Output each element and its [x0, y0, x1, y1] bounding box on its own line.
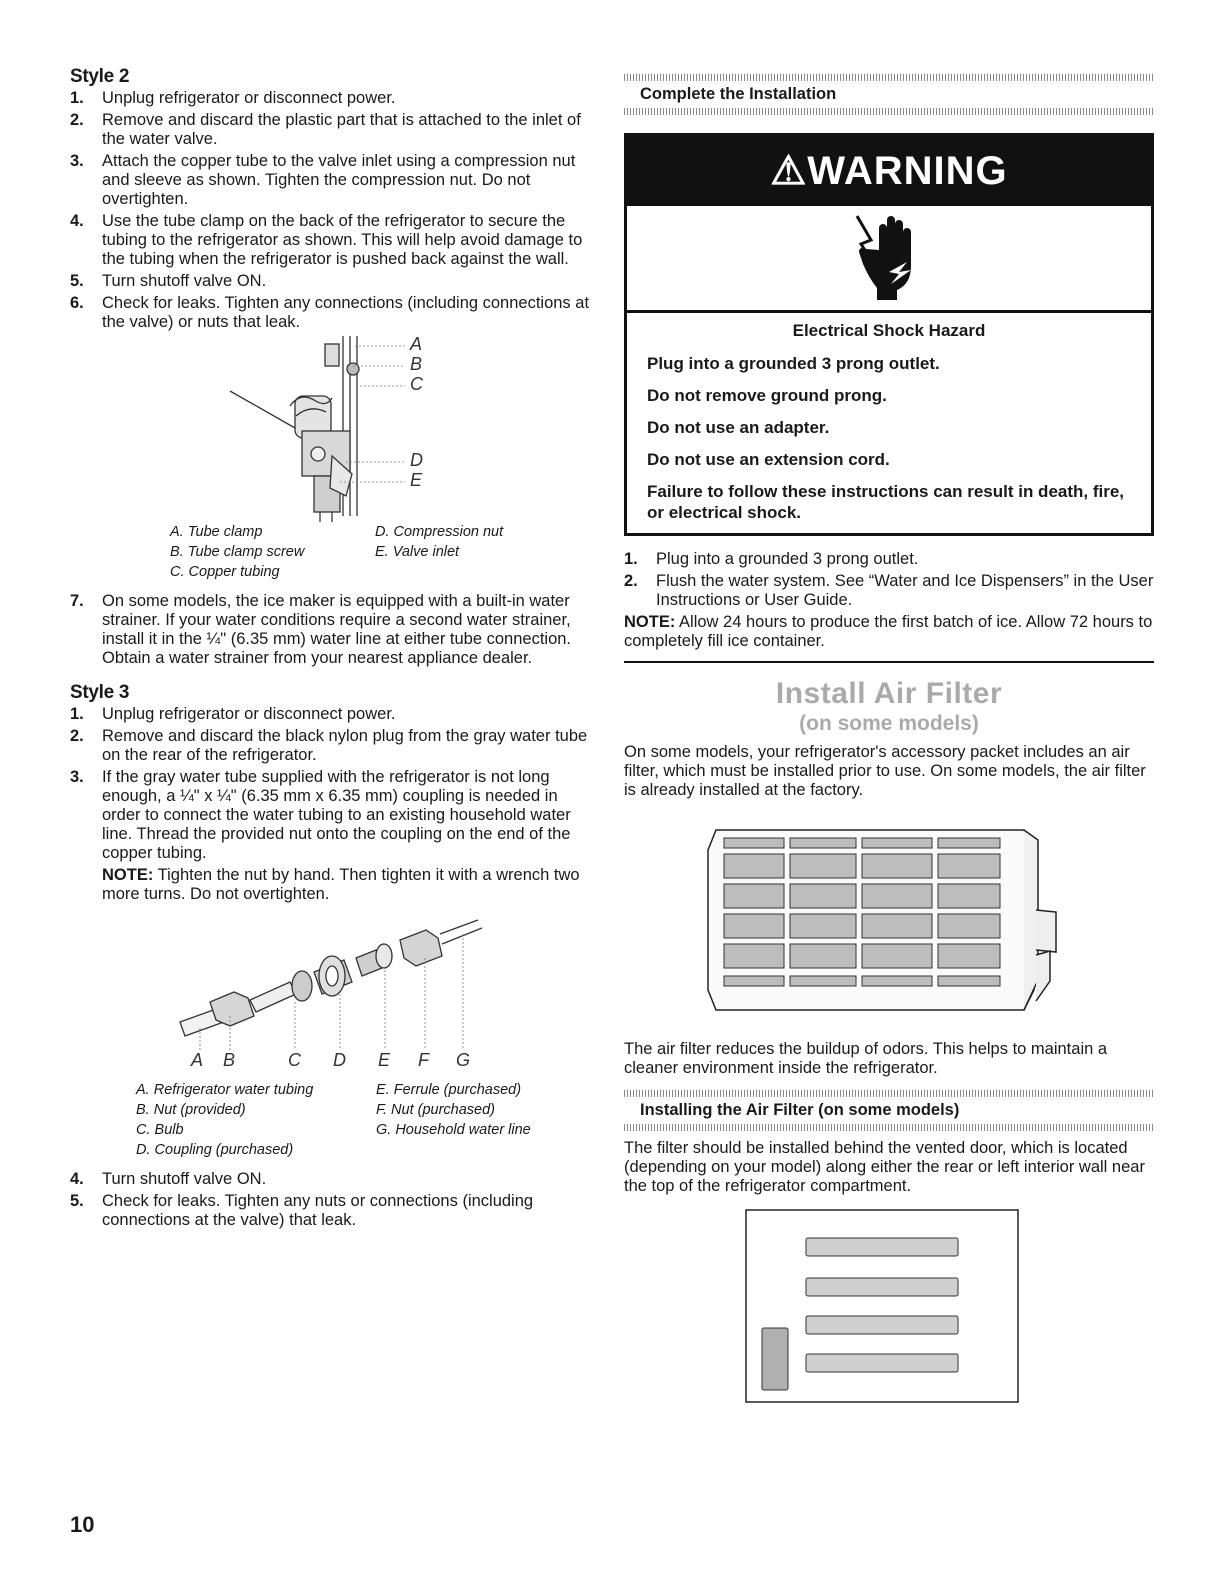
list-item: 6. Check for leaks. Tighten any connections (including connections at the valve) or nuts that leak.: [70, 294, 590, 331]
complete-note: NOTE: Allow 24 hours to produce the first batch of ice. Allow 72 hours to completely fill ice container.: [624, 613, 1153, 650]
style3-steps-after: [70, 1170, 590, 1230]
list-item: 1. Plug into a grounded 3 prong outlet.: [624, 550, 919, 568]
list-item: 3. Attach the copper tube to the valve inlet using a compression nut and sleeve as shown. Tighten the compression nut. Do not overtighten.: [70, 152, 576, 208]
complete-steps: [624, 550, 1154, 610]
shock-hand-icon: [849, 210, 929, 306]
callout-b: B: [223, 1050, 236, 1070]
style3-steps: [70, 705, 590, 863]
warning-banner: ⚠WARNING: [627, 136, 1151, 206]
style3-note: NOTE: Tighten the nut by hand. Then tighten it with a wrench two more turns. Do not overtighten.: [102, 866, 580, 903]
section-divider: [624, 661, 1154, 663]
left-column: [70, 66, 590, 1233]
list-item: 5. Turn shutoff valve ON.: [70, 272, 267, 290]
page-number: 10: [70, 1512, 95, 1537]
style3-legend: A. Refrigerator water tubing E. Ferrule (purchased) B. Nut (provided) F. Nut (purchased) C. Bulb G. Household water line D. Coupling (purchased): [136, 1082, 531, 1158]
callout-e: E: [410, 470, 423, 490]
divider-hatch: [624, 108, 1154, 115]
hazard-line: Do not use an adapter.: [647, 418, 830, 437]
callout-d: D: [410, 450, 423, 470]
hazard-line: Do not use an extension cord.: [647, 450, 890, 469]
list-item: 2. Remove and discard the plastic part that is attached to the inlet of the water valve.: [70, 111, 581, 148]
style2-step7: [70, 592, 590, 668]
list-item: 4. Turn shutoff valve ON.: [70, 1170, 267, 1188]
list-item: 2. Flush the water system. See “Water and Ice Dispensers” in the User Instructions or User Guide.: [624, 572, 1154, 609]
air-filter-intro: On some models, your refrigerator's accessory packet includes an air filter, which must be installed prior to use. On some models, the air filter is already installed at the factory.: [624, 743, 1146, 799]
warning-text: [627, 313, 1151, 533]
air-filter-description: The air filter reduces the buildup of odors. This helps to maintain a cleaner environment inside the refrigerator.: [624, 1040, 1108, 1077]
air-filter-title: Install Air Filter: [775, 677, 1003, 710]
air-filter-subtitle: (on some models): [799, 712, 979, 735]
style2-heading: Style 2: [70, 66, 130, 87]
callout-d: D: [333, 1050, 346, 1070]
style3-heading: Style 3: [70, 682, 130, 703]
shock-hazard-icon-area: [627, 206, 1151, 313]
list-item: 5. Check for leaks. Tighten any nuts or connections (including connections at the valve) that leak.: [70, 1192, 534, 1229]
callout-f: F: [418, 1050, 429, 1070]
callout-c: C: [410, 374, 423, 394]
coupling-illustration: [70, 910, 590, 1050]
list-item: 2. Remove and discard the black nylon plug from the gray water tube on the rear of the refrigerator.: [70, 727, 588, 764]
divider-hatch: [624, 74, 1154, 81]
callout-c: C: [288, 1050, 301, 1070]
right-column: [624, 74, 1154, 1408]
callout-g: G: [456, 1050, 471, 1070]
style2-legend: A. Tube clamp D. Compression nut B. Tube clamp screw E. Valve inlet C. Copper tubing: [170, 524, 504, 580]
callout-b: B: [410, 354, 423, 374]
air-filter-illustration: [624, 810, 1154, 1030]
vented-door-illustration: [624, 1208, 1154, 1408]
divider-hatch: [624, 1090, 1154, 1097]
warning-triangle-icon: ⚠: [770, 149, 808, 193]
install-instructions: The filter should be installed behind the vented door, which is located (depending on your model) along either the rear or left interior wall near the top of the refrigerator compartment.: [624, 1139, 1145, 1195]
callout-a: A: [410, 334, 423, 354]
warning-box: [624, 133, 1154, 536]
hazard-line: Plug into a grounded 3 prong outlet.: [647, 354, 940, 373]
style2-steps: [70, 89, 590, 332]
callout-a: A: [191, 1050, 204, 1070]
list-item: 4. Use the tube clamp on the back of the refrigerator to secure the tubing to the refrigerator as shown. This will help avoid damage to the tubing when the refrigerator is pushed back against the wall.: [70, 212, 583, 268]
callout-e: E: [378, 1050, 391, 1070]
complete-installation-heading: Complete the Installation: [640, 85, 837, 103]
hazard-line: Failure to follow these instructions can result in death, fire, or electrical shock.: [647, 482, 1125, 522]
valve-figure: [70, 336, 590, 522]
list-item: 7. On some models, the ice maker is equipped with a built-in water strainer. If your water conditions require a second water strainer, install it in the ¼" (6.35 mm) water line at either tube connection. Obtain a water strainer from your nearest appliance dealer.: [70, 592, 572, 667]
coupling-figure: [70, 910, 590, 1078]
hazard-title: Electrical Shock Hazard: [792, 321, 986, 340]
installing-air-filter-heading: Installing the Air Filter (on some models): [640, 1101, 960, 1119]
hazard-line: Do not remove ground prong.: [647, 386, 887, 405]
list-item: 1. Unplug refrigerator or disconnect power.: [70, 89, 396, 107]
list-item: 3. If the gray water tube supplied with the refrigerator is not long enough, a ¼" x ¼" (6.35 mm x 6.35 mm) coupling is needed in order to connect the water tubing to an existing household water line. Thread the provided nut onto the coupling on the end of the copper tubing.: [70, 768, 571, 862]
divider-hatch: [624, 1124, 1154, 1131]
list-item: 1. Unplug refrigerator or disconnect power.: [70, 705, 396, 723]
valve-illustration: [70, 336, 590, 522]
